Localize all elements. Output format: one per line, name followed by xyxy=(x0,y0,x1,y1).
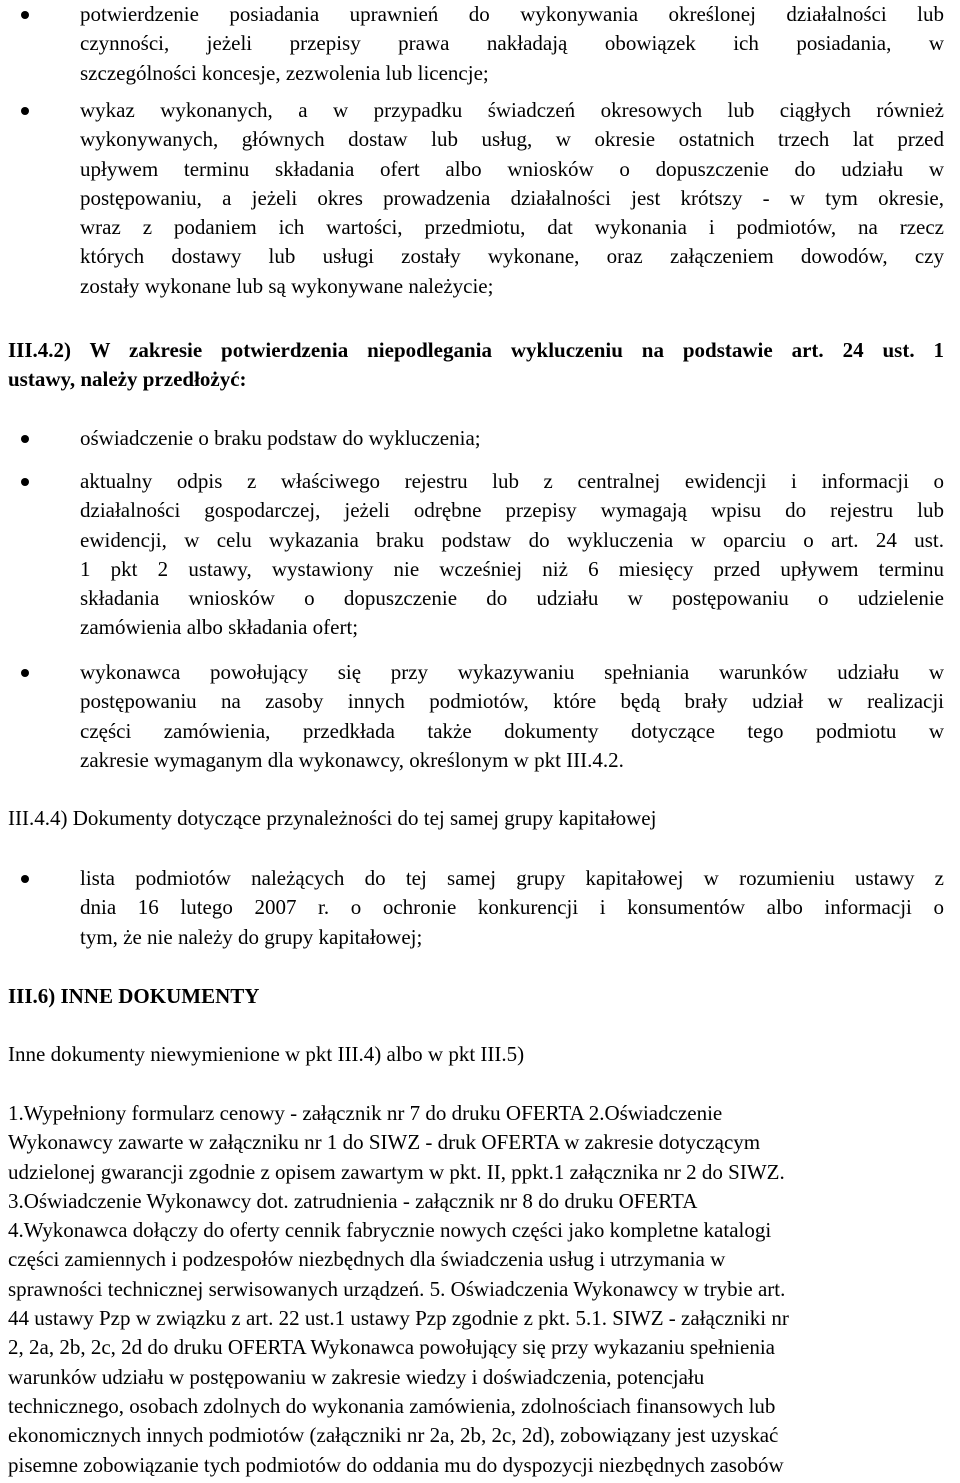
text-line: części zamiennych i podzespołów niezbędnych dla świadczenia usług i utrzymania w xyxy=(8,1247,726,1272)
text-line: aktualny odpis z właściwego rejestru lub z centralnej ewidencji i informacji o xyxy=(80,469,944,493)
text-line: tym, że nie należy do grupy kapitałowej; xyxy=(80,924,423,949)
text-line: składania wniosków o dopuszczenie do udziału w postępowaniu o udzielenie xyxy=(80,586,944,611)
text-line: 1 pkt 2 ustawy, wystawiony nie wcześniej niż 6 miesięcy przed upływem terminu xyxy=(80,556,944,581)
text-line: oświadczenie o braku podstaw do wykluczenia; xyxy=(80,426,481,450)
text-line: Wykonawcy zawarte w załączniku nr 1 do SIWZ - druk OFERTA w zakresie dotyczącym xyxy=(8,1130,761,1155)
section-heading-iii-6 xyxy=(8,982,944,1011)
text-line: działalności gospodarczej, jeżeli odrębne przepisy wymagają wpisu do rejestru lub xyxy=(80,498,944,523)
text-line: zakresie wymaganym dla wykonawcy, określonym w pkt III.4.2. xyxy=(80,747,624,772)
other-documents-paragraph xyxy=(8,1099,944,1480)
bullet-icon xyxy=(21,11,29,19)
text-line: udzielonej gwarancji zgodnie z opisem zawartym w pkt. II, ppkt.1 załącznika nr 2 do SIWZ. xyxy=(8,1159,785,1184)
text-line: szczególności koncesje, zezwolenia lub licencje; xyxy=(80,60,489,85)
text-line: Inne dokumenty niewymienione w pkt III.4) albo w pkt III.5) xyxy=(8,1042,525,1066)
list-item xyxy=(80,0,944,88)
list-item xyxy=(80,864,944,952)
text-line: 4.Wykonawca dołączy do oferty cennik fabrycznie nowych części jako kompletne katalogi xyxy=(8,1218,772,1243)
text-line: wykonywanych, głównych dostaw lub usług, w okresie ostatnich trzech lat przed xyxy=(80,127,944,152)
text-line: części zamówienia, przedkłada także dokumenty dotyczące tego podmiotu w xyxy=(80,718,944,743)
text-line: warunków udziału w postępowaniu w zakresie wiedzy i doświadczenia, potencjału xyxy=(8,1364,705,1389)
text-line: sprawności technicznej serwisowanych urządzeń. 5. Oświadczenia Wykonawcy w trybie art. xyxy=(8,1276,786,1301)
text-line: zostały wykonane lub są wykonywane należycie; xyxy=(80,273,494,298)
section-heading-iii-4-4 xyxy=(8,804,944,833)
text-line: 44 ustawy Pzp w związku z art. 22 ust.1 ustawy Pzp zgodnie z pkt. 5.1. SIWZ - załączniki nr xyxy=(8,1306,789,1331)
text-line: potwierdzenie posiadania uprawnień do wykonywania określonej działalności lub xyxy=(80,2,944,26)
list-item xyxy=(80,467,944,643)
bullet-icon xyxy=(21,875,29,883)
text-line: czynności, jeżeli przepisy prawa nakładają obowiązek ich posiadania, w xyxy=(80,31,944,56)
bullet-icon xyxy=(21,669,29,677)
list-item xyxy=(80,424,944,453)
text-line: wraz z podaniem ich wartości, przedmiotu, dat wykonania i podmiotów, na rzecz xyxy=(80,215,944,240)
list-item xyxy=(80,658,944,775)
text-line: 1.Wypełniony formularz cenowy - załącznik nr 7 do druku OFERTA 2.Oświadczenie xyxy=(8,1101,723,1125)
bullet-icon xyxy=(21,107,29,115)
text-line: 2, 2a, 2b, 2c, 2d do druku OFERTA Wykonawca powołujący się przy wykazaniu spełnienia xyxy=(8,1335,775,1360)
bullet-icon xyxy=(21,435,29,443)
text-line: 3.Oświadczenie Wykonawcy dot. zatrudnienia - załącznik nr 8 do druku OFERTA xyxy=(8,1188,698,1213)
section-heading-iii-4-2 xyxy=(8,336,944,395)
heading-line: III.4.4) Dokumenty dotyczące przynależności do tej samej grupy kapitałowej xyxy=(8,806,657,830)
heading-line: ustawy, należy przedłożyć: xyxy=(8,367,247,392)
text-line: wykaz wykonanych, a w przypadku świadczeń okresowych lub ciągłych również xyxy=(80,98,944,122)
text-line: których dostawy lub usługi zostały wykonane, oraz załączeniem dowodów, czy xyxy=(80,244,944,269)
text-line: upływem terminu składania ofert albo wniosków o dopuszczenie do udziału w xyxy=(80,156,944,181)
text-line: lista podmiotów należących do tej samej grupy kapitałowej w rozumieniu ustawy z xyxy=(80,866,944,890)
text-line: postępowaniu, a jeżeli okres prowadzenia działalności jest krótszy - w tym okresie, xyxy=(80,185,944,210)
text-line: pisemne zobowiązanie tych podmiotów do oddania mu do dyspozycji niezbędnych zasobów xyxy=(8,1452,784,1477)
text-line: technicznego, osobach zdolnych do wykonania zamówienia, zdolnościach finansowych lub xyxy=(8,1393,776,1418)
text-line: dnia 16 lutego 2007 r. o ochronie konkurencji i konsumentów albo informacji o xyxy=(80,895,944,920)
list-item xyxy=(80,96,944,301)
text-line: zamówienia albo składania ofert; xyxy=(80,615,359,640)
text-line: ekonomicznych innych podmiotów (załączniki nr 2a, 2b, 2c, 2d), zobowiązany jest uzyskać xyxy=(8,1423,779,1448)
heading-line: III.6) INNE DOKUMENTY xyxy=(8,984,260,1008)
heading-line: III.4.2) W zakresie potwierdzenia niepodlegania wykluczeniu na podstawie art. 24 ust. 1 xyxy=(8,338,944,362)
bullet-icon xyxy=(21,478,29,486)
text-line: ewidencji, w celu wykazania braku podstaw do wykluczenia w oparciu o art. 24 ust. xyxy=(80,527,944,552)
text-line: postępowaniu na zasoby innych podmiotów, które będą brały udział w realizacji xyxy=(80,689,944,714)
text-line: wykonawca powołujący się przy wykazywaniu spełniania warunków udziału w xyxy=(80,660,944,684)
section-subheading xyxy=(8,1040,944,1069)
